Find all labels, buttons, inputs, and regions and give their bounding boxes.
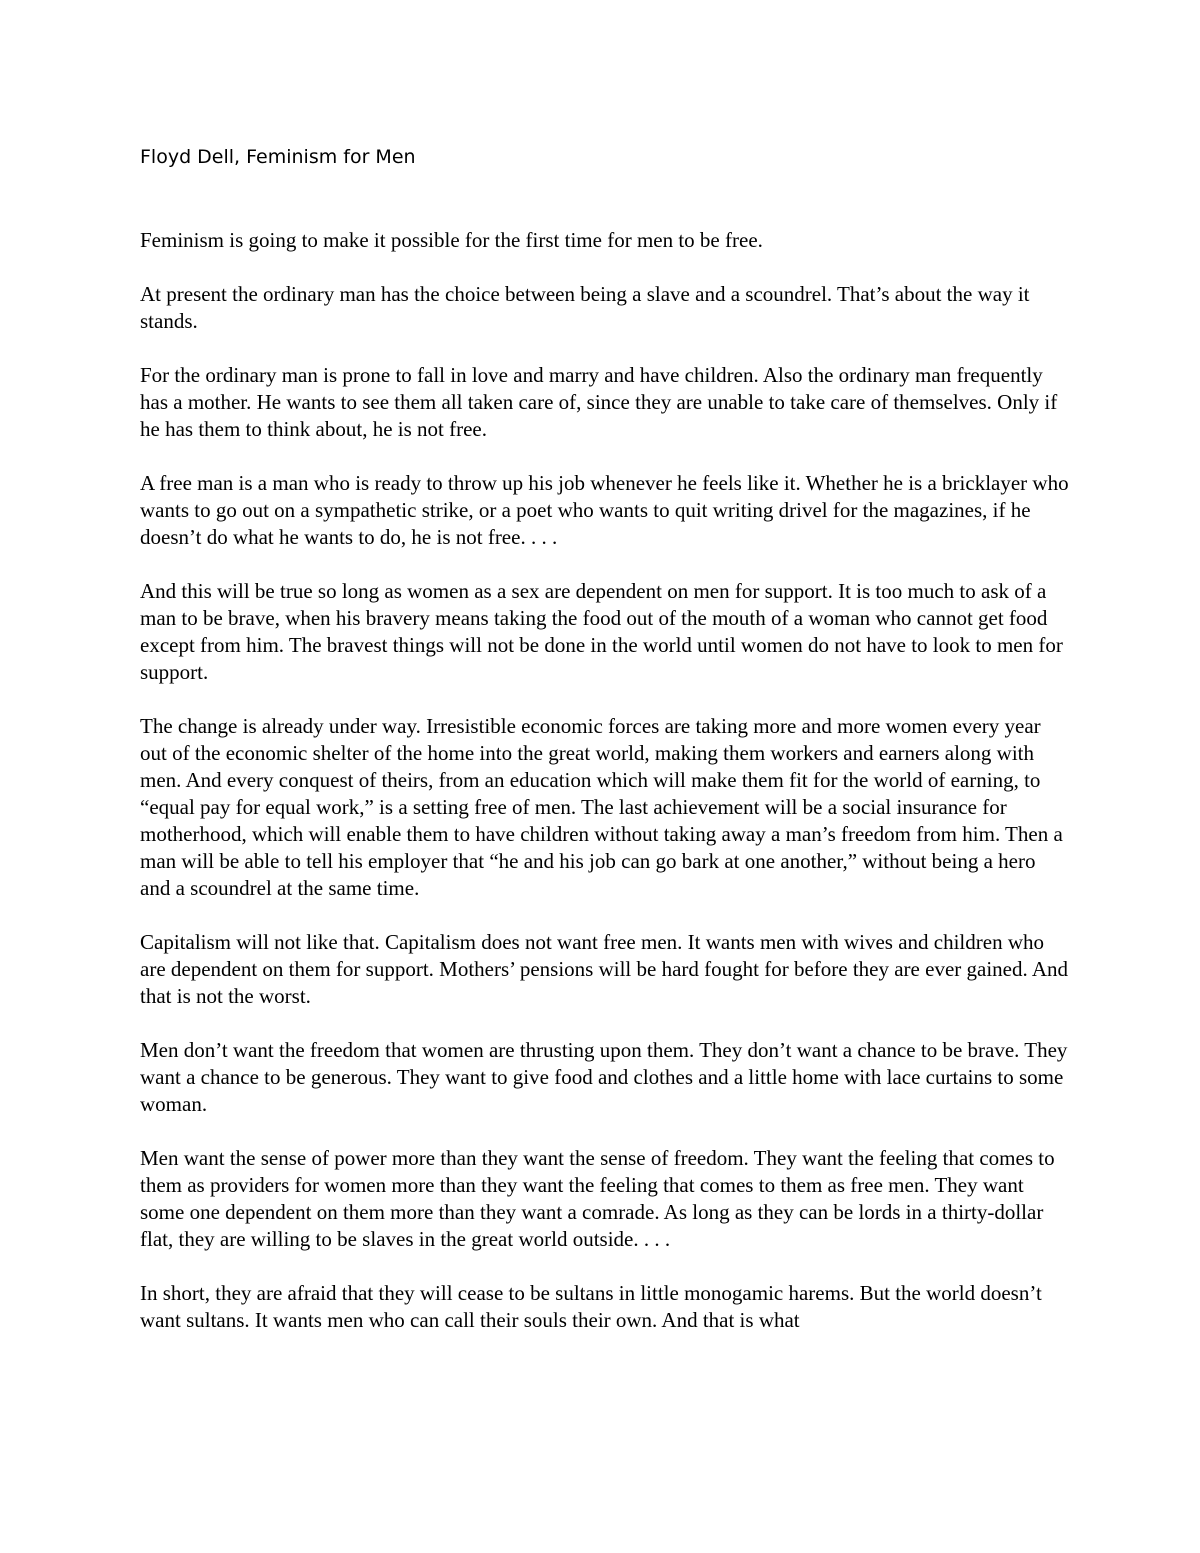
document-title: Floyd Dell, Feminism for Men [140,146,416,168]
paragraph-9: Men want the sense of power more than they want the sense of freedom. They want the feeling that comes to them as providers for women more than they want the feeling that comes to them as free men. They want some one dependent on them more than they want a comrade. As long as they can be lords in a thirty-dollar flat, they are willing to be slaves in the great world outside. . . . [140,1146,1055,1251]
paragraph-3: For the ordinary man is prone to fall in love and marry and have children. Also the ordinary man frequently has a mother. He wants to see them all taken care of, since they are unable to take care of themselves. Only if he has them to think about, he is not free. [140,363,1058,441]
paragraph-2: At present the ordinary man has the choice between being a slave and a scoundrel. That’s about the way it stands. [140,282,1030,333]
paragraph-10: In short, they are afraid that they will cease to be sultans in little monogamic harems. But the world doesn’t want sultans. It wants men who can call their souls their own. And that is what [140,1281,1042,1332]
paragraph-4: A free man is a man who is ready to throw up his job whenever he feels like it. Whether he is a bricklayer who wants to go out on a sympathetic strike, or a poet who wants to quit writing drivel for the magazines, if he doesn’t do what he wants to do, he is not free. . . . [140,471,1069,549]
paragraph-8: Men don’t want the freedom that women are thrusting upon them. They don’t want a chance to be brave. They want a chance to be generous. They want to give food and clothes and a little home with lace curtains to some woman. [140,1038,1068,1116]
document-body [140,227,1070,1334]
paragraph-7: Capitalism will not like that. Capitalism does not want free men. It wants men with wives and children who are dependent on them for support. Mothers’ pensions will be hard fought for before they are ever gained. And that is not the worst. [140,930,1068,1008]
paragraph-1: Feminism is going to make it possible for the first time for men to be free. [140,228,763,252]
paragraph-6: The change is already under way. Irresistible economic forces are taking more and more women every year out of the economic shelter of the home into the great world, making them workers and earners along with men. And every conquest of theirs, from an education which will make them fit for the world of earning, to “equal pay for equal work,” is a setting free of men. The last achievement will be a social insurance for motherhood, which will enable them to have children without taking away a man’s freedom from him. Then a man will be able to tell his employer that “he and his job can go bark at one another,” without being a hero and a scoundrel at the same time. [140,714,1063,900]
paragraph-5: And this will be true so long as women as a sex are dependent on men for support. It is too much to ask of a man to be brave, when his bravery means taking the food out of the mouth of a woman who cannot get food except from him. The bravest things will not be done in the world until women do not have to look to men for support. [140,579,1063,684]
